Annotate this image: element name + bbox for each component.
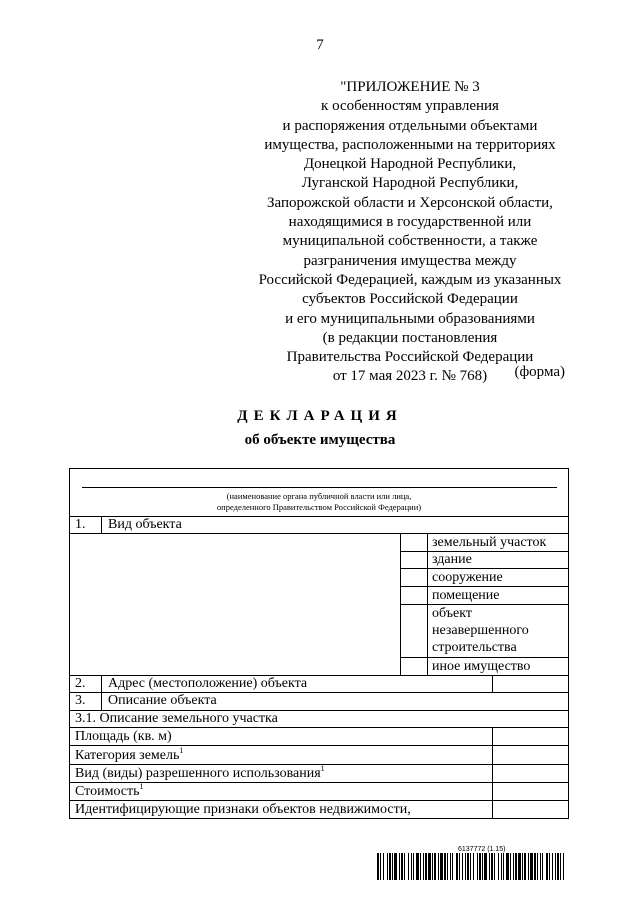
option-other-property: иное имущество [432, 659, 531, 674]
barcode-bar [438, 853, 439, 880]
barcode-bar [524, 853, 526, 880]
option-unfinished-line: незавершенного [432, 623, 529, 638]
footnote-marker: 1 [320, 764, 325, 773]
option-checkbox[interactable] [402, 553, 426, 567]
barcode-bar [513, 853, 514, 880]
barcode-bar [518, 853, 521, 880]
option-premises: помещение [432, 588, 500, 603]
barcode-bar [467, 853, 469, 880]
barcode-bar [479, 853, 481, 880]
barcode-bar [425, 853, 427, 880]
identifiers-value-field[interactable] [494, 802, 567, 818]
row-label-text: Идентифицирующие признаки объектов недвижимости, [75, 802, 411, 817]
row-divider [69, 745, 569, 746]
appendix-line: разграничения имущества между [303, 252, 517, 269]
address-value-field[interactable] [494, 677, 567, 691]
option-land-plot: земельный участок [432, 535, 547, 550]
section-label: Адрес (местоположение) объекта [108, 676, 308, 691]
area-value-field[interactable] [494, 729, 567, 743]
document-code: 6137772 (1.15) [458, 846, 506, 853]
barcode-bar [462, 853, 463, 880]
section-label: Вид объекта [108, 517, 182, 532]
barcode-bar [387, 853, 388, 880]
barcode-bar [411, 853, 412, 880]
barcode-bar [413, 853, 414, 880]
barcode-bar [477, 853, 478, 880]
authority-caption-line: (наименование органа публичной власти или лица, [226, 491, 412, 501]
barcode-bar [432, 853, 433, 880]
authority-caption [69, 491, 569, 513]
appendix-line: и распоряжения отдельными объектами [282, 117, 538, 134]
row-label [75, 728, 172, 745]
option-checkbox[interactable] [402, 659, 426, 674]
barcode-bar [491, 853, 493, 880]
row-label-text: Категория земель [75, 748, 180, 763]
appendix-line: имущества, расположенными на территориях [264, 136, 556, 153]
row-label-text: Вид (виды) разрешенного использования [75, 766, 321, 781]
barcode-bar [552, 853, 553, 880]
section-number: 1. [75, 517, 86, 532]
option-unfinished-line: строительства [432, 640, 517, 655]
appendix-line: Донецкой Народной Республики, [303, 156, 517, 173]
col-divider [492, 727, 493, 819]
barcode-bar [557, 853, 559, 880]
barcode-bar [528, 853, 529, 880]
barcode-bar [399, 853, 400, 880]
declaration-subtitle: об объекте имущества [244, 432, 396, 448]
barcode-bar [447, 853, 448, 880]
option-divider [400, 604, 569, 605]
appendix-line: Луганской Народной Республики, [301, 175, 519, 192]
barcode-bar [546, 853, 548, 880]
barcode-bar [503, 853, 504, 880]
form-label: (форма) [514, 364, 565, 380]
barcode-bar [555, 853, 556, 880]
appendix-line: субъектов Российской Федерации [302, 291, 518, 308]
permitted-use-value-field[interactable] [494, 766, 567, 781]
barcode-bar [540, 853, 541, 880]
barcode-bar [420, 853, 421, 880]
barcode-bar [473, 853, 474, 880]
row-label [75, 783, 144, 800]
page-number: 7 [316, 37, 324, 53]
barcode-bar [450, 853, 451, 880]
barcode-bar [482, 853, 483, 880]
barcode-bar [408, 853, 409, 880]
barcode-bar [515, 853, 517, 880]
barcode-bar [459, 853, 460, 880]
barcode-bar [506, 853, 509, 880]
appendix-line: Правительства Российской Федерации [286, 349, 534, 366]
row-label [75, 747, 183, 764]
barcode-bar [484, 853, 487, 880]
barcode-bar [452, 853, 453, 880]
barcode-bar [392, 853, 393, 880]
barcode-bar [416, 853, 419, 880]
barcode-bar [383, 853, 384, 880]
row-label-text: Стоимость [75, 784, 140, 799]
footnote-marker: 1 [139, 782, 144, 791]
subsection-label: 3.1. Описание земельного участка [75, 711, 278, 726]
option-checkbox[interactable] [402, 535, 426, 550]
barcode-bar [423, 853, 424, 880]
appendix-line: находящимися в государственной или [288, 214, 532, 231]
row-label [75, 765, 325, 782]
barcode-bar [440, 853, 443, 880]
barcode-bar [401, 853, 403, 880]
option-checkbox[interactable] [402, 570, 426, 585]
barcode-bar [510, 853, 511, 880]
option-structure: сооружение [432, 570, 503, 585]
appendix-line: от 17 мая 2023 г. № 768) [332, 368, 488, 385]
appendix-line: (в редакции постановления [322, 329, 498, 346]
appendix-line: муниципальной собственности, а также [282, 233, 538, 250]
barcode-bar [542, 853, 543, 880]
authority-name-field[interactable] [82, 487, 557, 488]
barcode-image [377, 853, 567, 880]
option-checkbox[interactable] [402, 588, 426, 603]
cost-value-field[interactable] [494, 784, 567, 799]
barcode-bar [494, 853, 495, 880]
appendix-line: к особенностям управления [321, 98, 499, 115]
barcode-bar [394, 853, 397, 880]
barcode-bar [465, 853, 466, 880]
appendix-line: и его муниципальными образованиями [285, 310, 535, 327]
appendix-line: "ПРИЛОЖЕНИЕ № 3 [340, 79, 480, 95]
row-divider [69, 782, 569, 783]
col-divider [400, 533, 401, 675]
barcode-bar [560, 853, 561, 880]
barcode-bar [530, 853, 533, 880]
barcode-bar [498, 853, 499, 880]
col-divider [427, 533, 428, 675]
declaration-title: ДЕКЛАРАЦИЯ [237, 408, 403, 424]
barcode-bar [377, 853, 379, 880]
option-building: здание [432, 552, 472, 567]
barcode-bar [549, 853, 550, 880]
barcode-bar [404, 853, 405, 880]
barcode-bar [434, 853, 436, 880]
barcode-bar [428, 853, 431, 880]
barcode-bar [456, 853, 458, 880]
barcode-bar [563, 853, 564, 880]
col-divider [101, 675, 102, 710]
barcode-bar [501, 853, 502, 880]
barcode-bar [534, 853, 536, 880]
row-label-text: Площадь (кв. м) [75, 729, 172, 744]
barcode-bar [537, 853, 538, 880]
col-divider [101, 516, 102, 533]
appendix-line: Российской Федерацией, каждым из указанных [258, 271, 562, 288]
footnote-marker: 1 [179, 746, 184, 755]
col-divider [492, 675, 493, 692]
appendix-heading [240, 78, 580, 387]
authority-caption-line: определенного Правительством Российской Федерации) [216, 502, 422, 512]
section-label: Описание объекта [108, 693, 217, 708]
section-number: 3. [75, 693, 86, 708]
barcode-bar [389, 853, 391, 880]
option-checkbox[interactable] [402, 606, 426, 656]
barcode-bar [470, 853, 471, 880]
option-divider [400, 551, 569, 552]
appendix-line: Запорожской области и Херсонской области, [267, 194, 553, 211]
barcode-bar [444, 853, 446, 880]
option-unfinished-line: объект [432, 606, 472, 621]
barcode-bar [522, 853, 523, 880]
land-category-value-field[interactable] [494, 747, 567, 762]
section-number: 2. [75, 676, 86, 691]
row-label [75, 801, 411, 818]
barcode-bar [489, 853, 490, 880]
barcode-bar [380, 853, 381, 880]
